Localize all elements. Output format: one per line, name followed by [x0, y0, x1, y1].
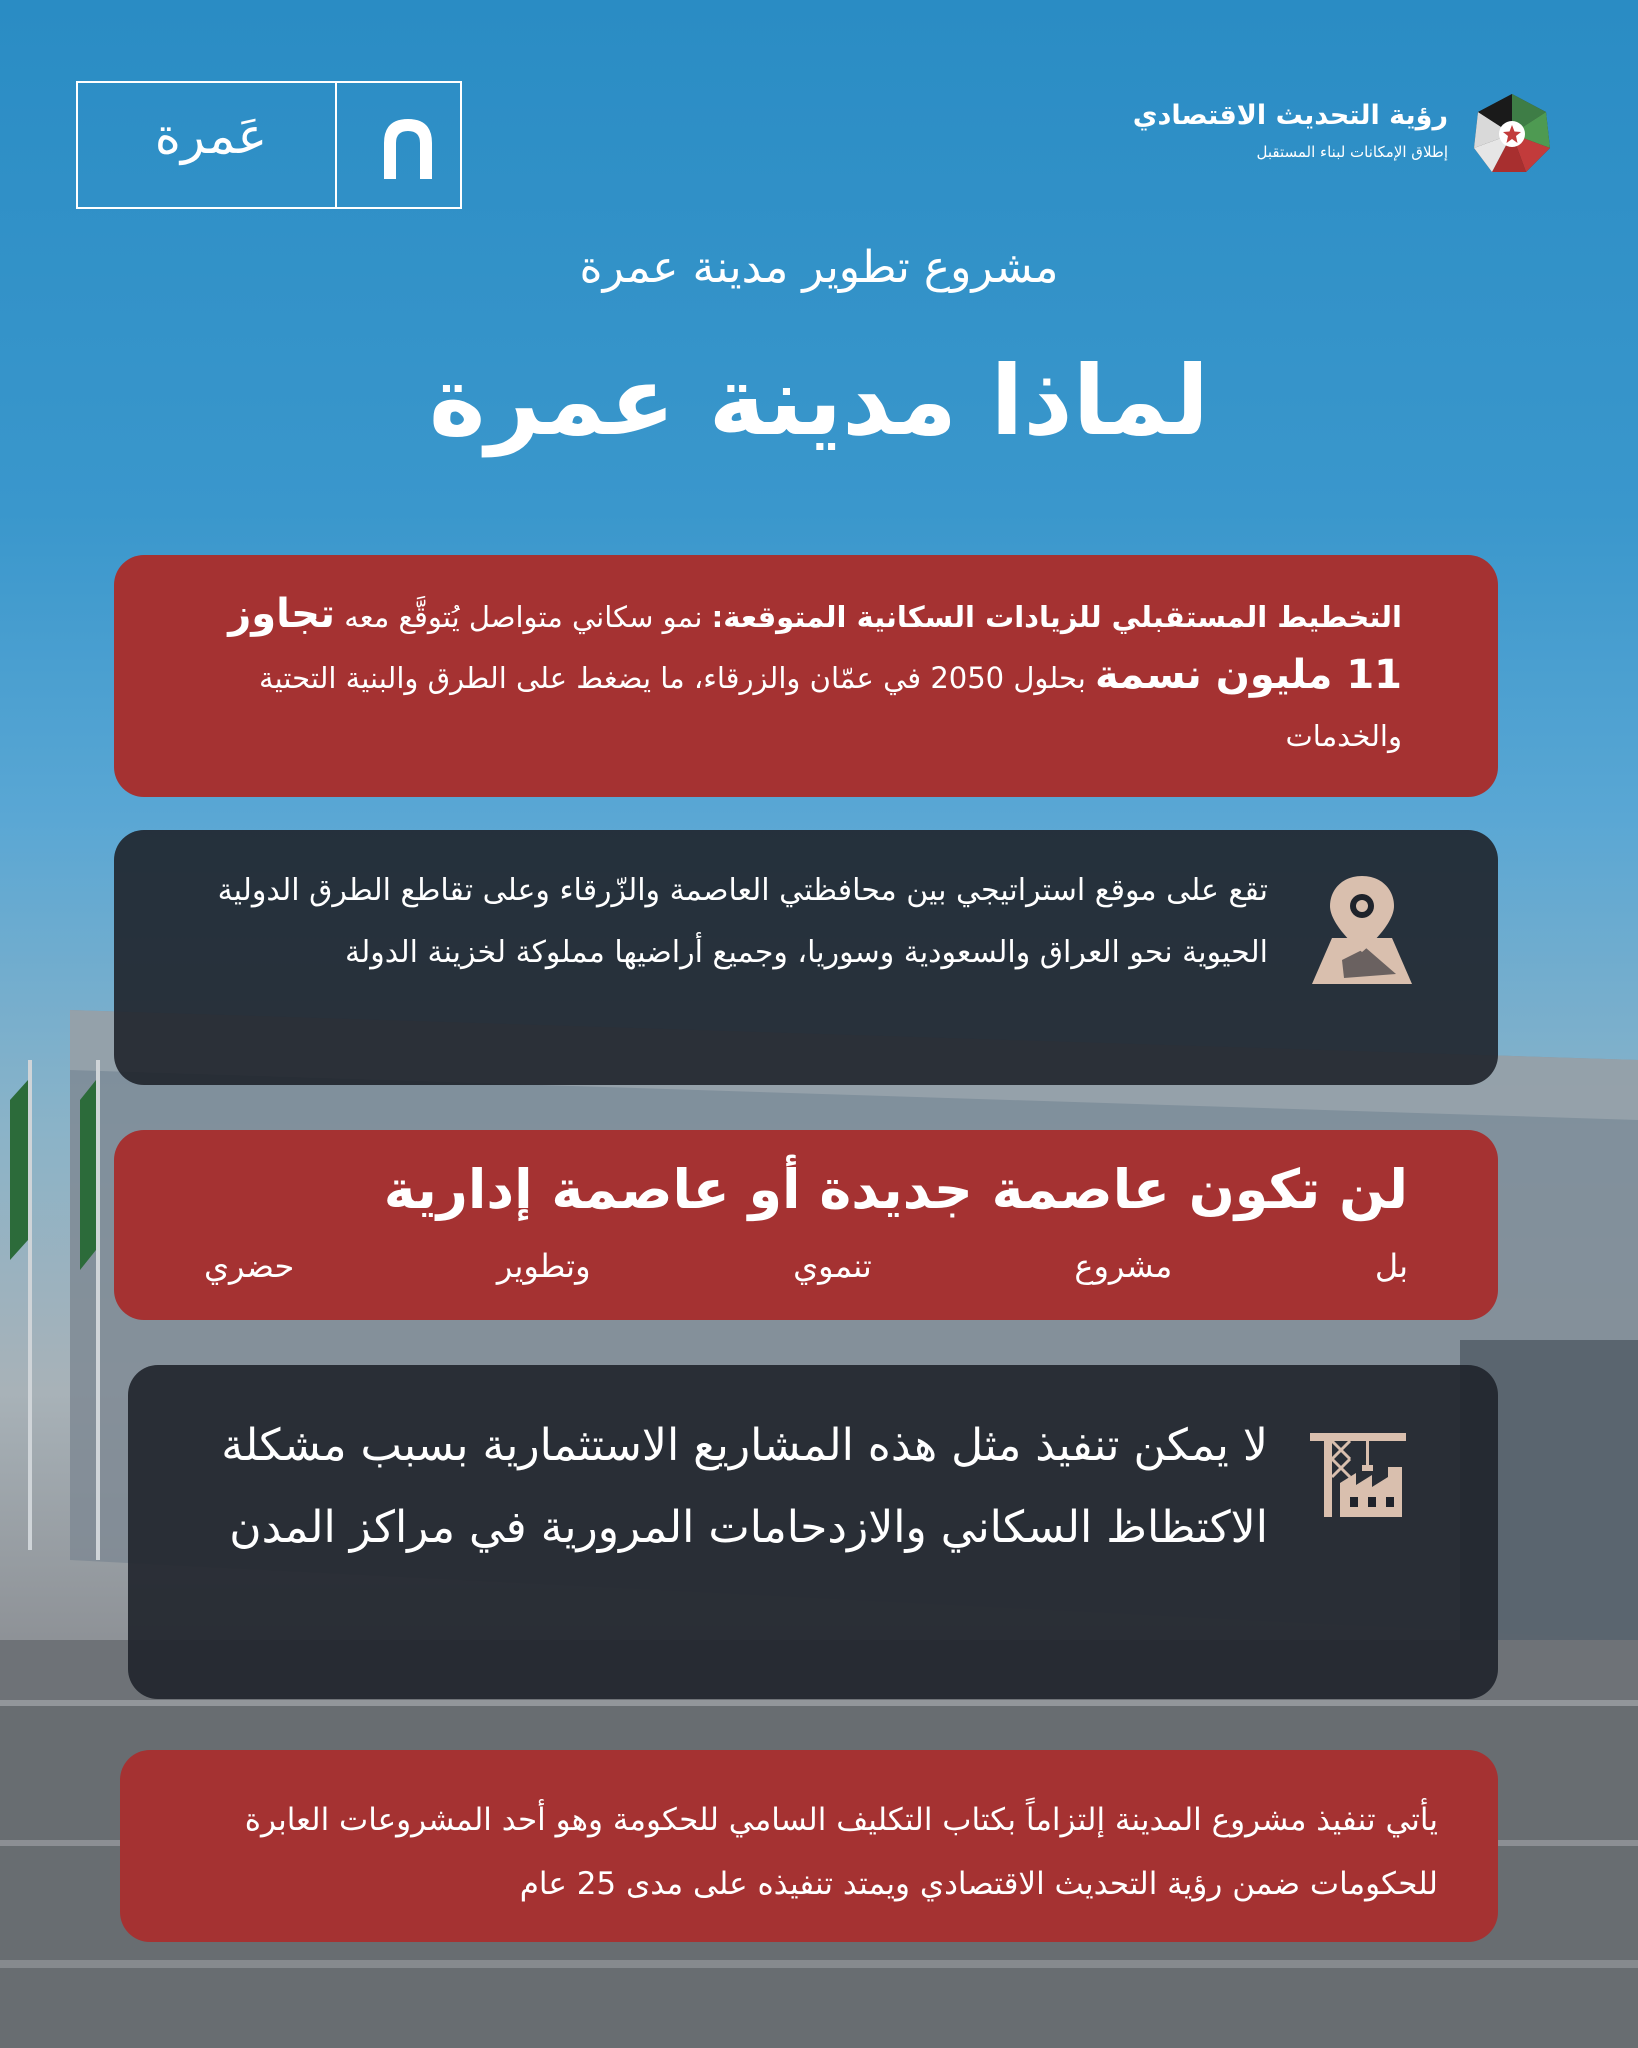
vision-emblem-icon — [1470, 92, 1554, 176]
amra-logo — [76, 81, 462, 209]
mandate-card — [120, 1750, 1498, 1942]
capital-card — [114, 1130, 1498, 1320]
planning-text-1: نمو سكاني متواصل يُتوقَّع معه — [335, 600, 712, 634]
planning-figure: تجاوز 11 مليون نسمة — [228, 591, 1402, 698]
planning-lead: التخطيط المستقبلي للزيادات السكانية المتوقعة: — [711, 600, 1402, 634]
vision-title: رؤية التحديث الاقتصادي — [1132, 100, 1448, 131]
mandate-text: يأتي تنفيذ مشروع المدينة إلتزاماً بكتاب التكليف السامي للحكومة وهو أحد المشروعات العابرة للحكومات ضمن رؤية التحديث الاقتصادي ويمتد تنفيذه على مدى 25 عام — [244, 1802, 1438, 1902]
congestion-text: لا يمكن تنفيذ مثل هذه المشاريع الاستثمارية بسبب مشكلة الاكتظاظ السكاني والازدحامات المرورية في مراكز المدن — [221, 1420, 1268, 1553]
amra-arch-icon — [378, 113, 438, 179]
planning-text-2: بحلول 2050 في عمّان والزرقاء، ما يضغط على الطرق والبنية التحتية والخدمات — [259, 661, 1402, 753]
construction-crane-icon — [1310, 1429, 1406, 1517]
congestion-card — [128, 1365, 1498, 1699]
map-pin-icon — [1304, 874, 1420, 984]
location-card — [114, 830, 1498, 1085]
page-title: لماذا مدينة عمرة — [428, 345, 1210, 457]
vision-subtitle: إطلاق الإمكانات لبناء المستقبل — [1256, 143, 1448, 161]
page-subtitle: مشروع تطوير مدينة عمرة — [579, 242, 1059, 293]
logo-divider — [335, 83, 337, 207]
capital-subtitle: بل مشروع تنموي وتطوير حضري — [204, 1247, 1408, 1285]
planning-text — [204, 585, 1402, 765]
planning-card — [114, 555, 1498, 797]
capital-title: لن تكون عاصمة جديدة أو عاصمة إدارية — [383, 1158, 1408, 1221]
location-text: تقع على موقع استراتيجي بين محافظتي العاصمة والزّرقاء وعلى تقاطع الطرق الدولية الحيوية نحو العراق والسعودية وسوريا، وجميع أراضيها مملوكة لخزينة الدولة — [217, 873, 1268, 970]
amra-logo-wordmark: عَمرة — [154, 107, 268, 165]
